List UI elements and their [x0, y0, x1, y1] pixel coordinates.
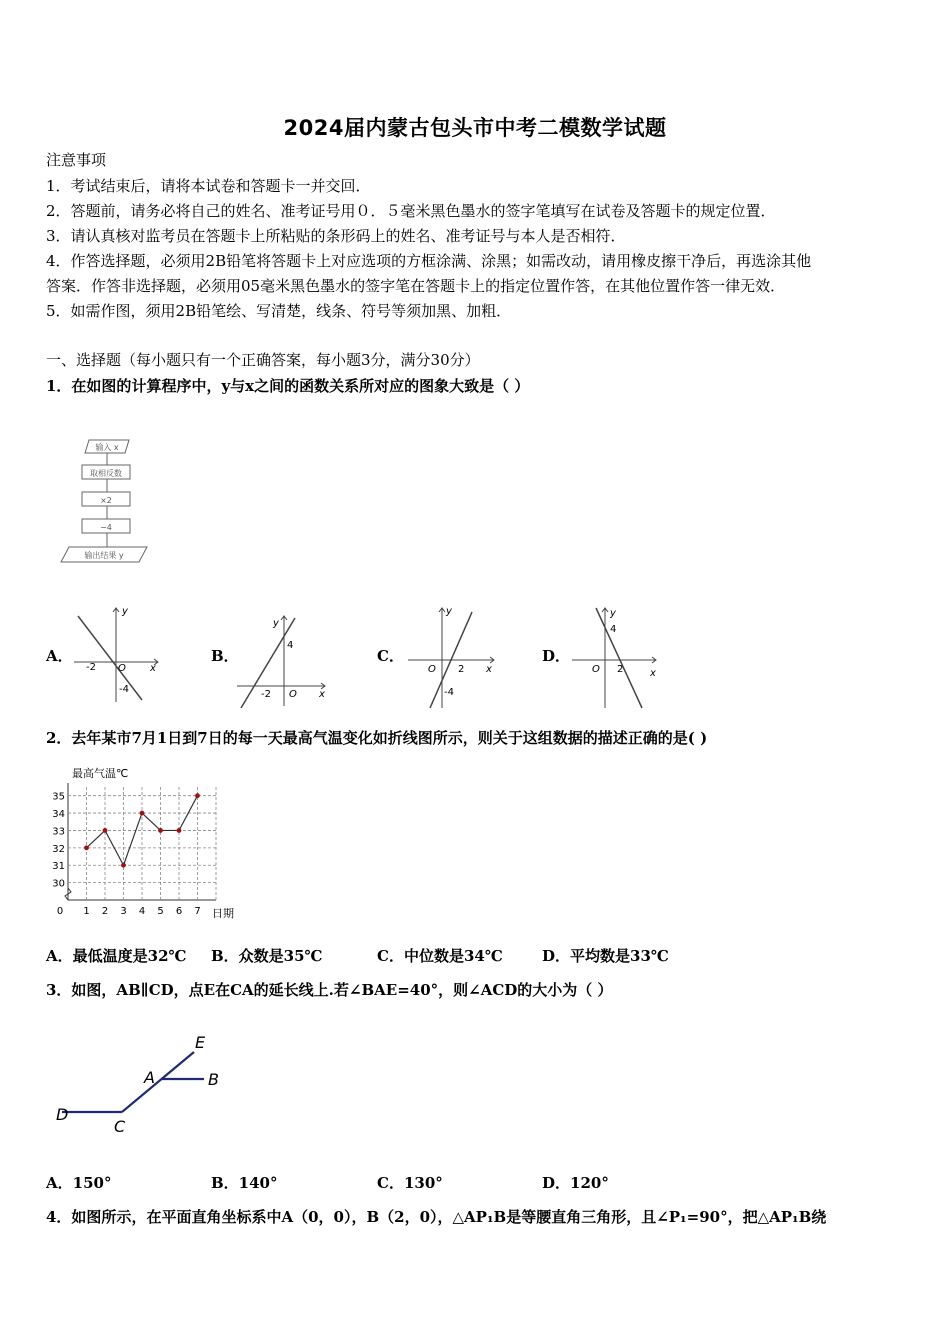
- x-tick-label: 4: [138, 906, 146, 917]
- intercept-label: -4: [444, 687, 454, 698]
- origin-label: O: [289, 689, 297, 700]
- axis-x-label: x: [319, 689, 325, 700]
- option-a-label[interactable]: A．: [46, 647, 73, 665]
- graph-option-d: [568, 604, 663, 710]
- point-b-label: B: [208, 1070, 219, 1089]
- option-c-label[interactable]: C．: [377, 647, 404, 665]
- axis-y-label: y: [610, 608, 616, 619]
- intercept-label: 4: [287, 640, 294, 651]
- q3-option-c[interactable]: C．130°: [377, 1174, 443, 1192]
- data-point: [195, 793, 200, 798]
- x-tick-label: 1: [83, 906, 90, 917]
- origin-label: O: [428, 664, 436, 675]
- chart-y-title: 最高气温℃: [72, 767, 129, 780]
- data-point: [84, 845, 89, 850]
- point-e-label: E: [195, 1033, 206, 1052]
- x-tick-label: 3: [120, 906, 127, 917]
- section-heading: 一、选择题（每小题只有一个正确答案，每小题3分，满分30分）: [46, 351, 480, 369]
- point-d-label: D: [56, 1105, 69, 1124]
- graph-option-c: [404, 604, 499, 710]
- chart-x-title: 日期: [212, 907, 234, 920]
- axis-y-label: y: [122, 606, 128, 617]
- flow-input-label: 输入 x: [95, 443, 119, 452]
- question-3-stem: 3．如图，AB∥CD，点E在CA的延长线上.若∠BAE=40°，则∠ACD的大小为（ ）: [46, 981, 613, 999]
- notice-item: 答案．作答非选择题，必须用05毫米黑色墨水的签字笔在答题卡上的指定位置作答，在其他位置作答一律无效．: [46, 277, 786, 295]
- notice-item: 1．考试结束后，请将本试卷和答题卡一并交回．: [46, 177, 371, 195]
- intercept-label: 2: [458, 664, 465, 675]
- intercept-label: 4: [610, 624, 617, 635]
- graph-option-a: [70, 602, 165, 708]
- y-tick-label: 32: [52, 843, 65, 855]
- question-1-stem: 1．在如图的计算程序中，y与x之间的函数关系所对应的图象大致是（ ）: [46, 377, 530, 395]
- notice-item: 4．作答选择题，必须用2B铅笔将答题卡上对应选项的方框涂满、涂黑；如需改动，请用橡皮擦干净后，再选涂其他: [46, 252, 812, 270]
- y-tick-label: 34: [52, 809, 65, 821]
- y-tick-label: 35: [52, 791, 65, 803]
- axis-y-label: y: [446, 606, 452, 617]
- q3-option-d[interactable]: D．120°: [542, 1174, 609, 1192]
- notice-item: 5．如需作图，须用2B铅笔绘、写清楚，线条、符号等须加黑、加粗．: [46, 302, 512, 320]
- q2-option-c[interactable]: C．中位数是34℃: [377, 947, 503, 965]
- y-tick-label: 33: [52, 826, 65, 838]
- point-c-label: C: [114, 1117, 126, 1136]
- axis-x-label: x: [650, 668, 656, 679]
- point-a-label: A: [144, 1068, 155, 1087]
- question-2-stem: 2．去年某市7月1日到7日的每一天最高气温变化如折线图所示，则关于这组数据的描述正确的是( ): [46, 729, 708, 747]
- y-tick-label: 30: [52, 878, 65, 890]
- question-4-stem: 4．如图所示，在平面直角坐标系中A（0，0），B（2，0），△AP₁B是等腰直角三角形，且∠P₁=90°，把△AP₁B绕: [46, 1208, 827, 1226]
- x-tick-label: 5: [157, 906, 164, 917]
- q3-option-b[interactable]: B．140°: [211, 1174, 278, 1192]
- option-d-label[interactable]: D．: [542, 647, 571, 665]
- y-tick-label: 31: [52, 861, 65, 873]
- x-tick-label: 7: [194, 906, 201, 917]
- temperature-line-chart: [46, 765, 246, 925]
- notice-item: 2．答题前，请务必将自己的姓名、准考证号用０．５毫米黑色墨水的签字笔填写在试卷及答题卡的规定位置．: [46, 202, 776, 220]
- flow-step-label: ×2: [100, 496, 112, 505]
- flow-step-label: −4: [100, 523, 112, 532]
- angle-figure: [46, 1028, 246, 1143]
- flow-step-label: 取相反数: [90, 469, 122, 478]
- axis-x-label: x: [150, 663, 156, 674]
- x-tick-label: 2: [101, 906, 109, 917]
- option-b-label[interactable]: B．: [211, 647, 239, 665]
- data-point: [158, 828, 163, 833]
- axis-y-label: y: [273, 618, 279, 629]
- origin-label: O: [592, 664, 600, 675]
- segment-ce: [122, 1052, 194, 1112]
- origin-label: 0: [56, 906, 64, 917]
- flowchart-figure: [55, 435, 155, 570]
- intercept-label: -2: [261, 689, 271, 700]
- page-title: 2024届内蒙古包头市中考二模数学试题: [283, 116, 667, 140]
- flow-output-label: 输出结果 y: [84, 551, 124, 560]
- q2-option-d[interactable]: D．平均数是33℃: [542, 947, 669, 965]
- notice-item: 3．请认真核对监考员在答题卡上所粘贴的条形码上的姓名、准考证号与本人是否相符．: [46, 227, 626, 245]
- data-point: [140, 811, 145, 816]
- origin-label: O: [118, 663, 126, 674]
- graph-option-b: [233, 612, 333, 708]
- intercept-label: 2: [617, 664, 624, 675]
- notice-heading: 注意事项: [46, 151, 107, 169]
- data-point: [121, 863, 126, 868]
- q3-option-a[interactable]: A．150°: [46, 1174, 112, 1192]
- q2-option-b[interactable]: B．众数是35℃: [211, 947, 323, 965]
- data-point: [177, 828, 182, 833]
- data-point: [103, 828, 108, 833]
- x-tick-label: 6: [175, 906, 183, 917]
- intercept-label: -4: [119, 684, 129, 695]
- axis-x-label: x: [486, 664, 492, 675]
- intercept-label: -2: [86, 662, 96, 673]
- q2-option-a[interactable]: A．最低温度是32℃: [46, 947, 187, 965]
